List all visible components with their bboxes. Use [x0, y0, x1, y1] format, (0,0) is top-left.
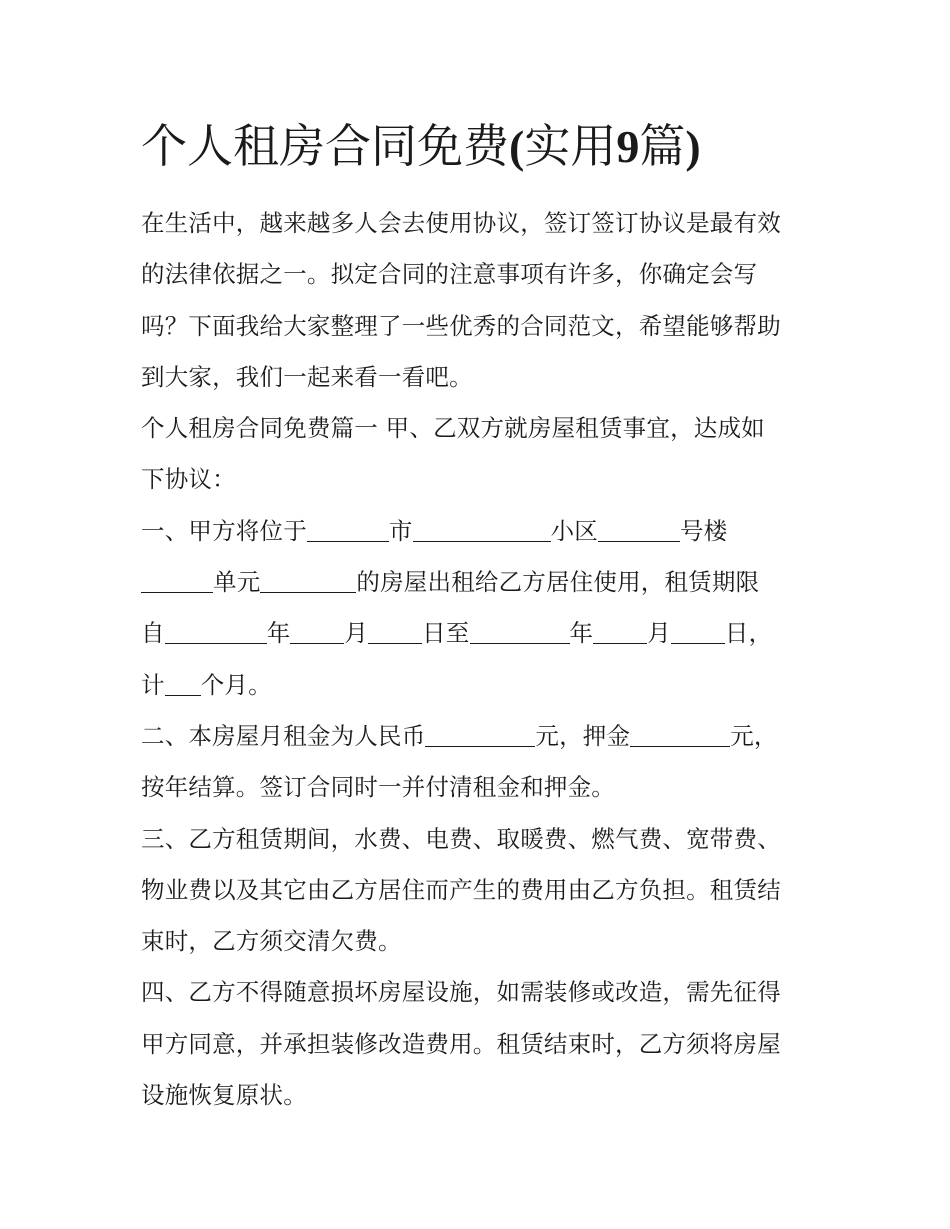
clause-2-line-1 [141, 711, 813, 762]
intro-line: 吗？下面我给大家整理了一些优秀的合同范文，希望能够帮助 [141, 311, 781, 340]
rent-amount-blank [425, 724, 535, 747]
clause-1-text: 单元 [213, 568, 261, 597]
unit-blank [141, 570, 213, 593]
title-middle: 实用 [524, 119, 617, 173]
end-month-blank [593, 621, 647, 644]
clause-4-line: 甲方同意，并承担装修改造费用。租赁结束时，乙方须将房屋 [141, 1029, 781, 1058]
clause-2-text: 元，押金 [535, 721, 631, 750]
section-one-heading-paragraph [141, 403, 813, 506]
clause-1-line-1 [141, 506, 813, 557]
document-title [141, 114, 841, 179]
document-body [141, 198, 813, 1121]
building-blank [598, 519, 680, 542]
city-blank [307, 519, 389, 542]
clause-1-text: 号楼 [680, 516, 728, 545]
title-number: 9 [616, 121, 640, 172]
months-blank [165, 673, 201, 696]
section-one-line: 个人租房合同免费篇一 甲、乙双方就房屋租赁事宜，达成如 [141, 414, 765, 443]
clause-1-text: 年 [569, 619, 594, 648]
title-close-paren: ) [685, 121, 701, 172]
clause-4-line: 设施恢复原状。 [141, 1081, 307, 1110]
title-suffix: 篇 [639, 119, 686, 173]
clause-2-line-2: 按年结算。签订合同时一并付清租金和押金。 [141, 773, 615, 802]
intro-line: 在生活中，越来越多人会去使用协议，签订签订协议是最有效 [141, 209, 781, 237]
clause-1-text: 市 [388, 516, 413, 545]
title-prefix: 个人租房合同免费 [141, 119, 509, 173]
clause-3-paragraph [141, 814, 813, 968]
clause-1-text: 个月。 [200, 670, 272, 699]
clause-1-line-2 [141, 557, 813, 608]
clause-1-text: 一、甲方将位于 [141, 516, 307, 545]
clause-1-text: 年 [266, 619, 291, 648]
clause-1-line-4 [141, 660, 813, 711]
clause-1-text: 月 [647, 619, 671, 648]
clause-1-text: 计 [141, 670, 165, 699]
clause-1-text: 的房屋出租给乙方居住使用，租赁期限 [356, 568, 760, 597]
section-one-line: 下协议： [141, 465, 236, 494]
clause-3-line: 三、乙方租赁期间，水费、电费、取暖费、燃气费、宽带费、 [141, 824, 781, 853]
clause-1-paragraph [141, 506, 813, 711]
clause-3-line: 物业费以及其它由乙方居住而产生的费用由乙方负担。租赁结 [141, 875, 781, 904]
clause-1-text: 日至 [422, 619, 470, 648]
clause-1-text: 小区 [550, 516, 599, 545]
start-year-blank [165, 621, 267, 644]
clause-2-paragraph [141, 711, 813, 814]
intro-paragraph [141, 198, 813, 403]
clause-1-text: 日， [724, 619, 773, 648]
start-month-blank [290, 621, 344, 644]
room-blank [260, 570, 356, 593]
clause-4-paragraph [141, 967, 813, 1121]
clause-4-line: 四、乙方不得随意损坏房屋设施，如需装修或改造，需先征得 [141, 978, 781, 1007]
clause-3-line: 束时，乙方须交清欠费。 [141, 927, 402, 956]
deposit-amount-blank [630, 724, 730, 747]
clause-1-text: 月 [344, 619, 369, 648]
clause-2-text: 元， [730, 721, 778, 750]
community-blank [413, 519, 551, 542]
clause-2-text: 二、本房屋月租金为人民币 [141, 721, 426, 750]
end-year-blank [470, 621, 570, 644]
end-day-blank [671, 621, 725, 644]
intro-line: 的法律依据之一。拟定合同的注意事项有许多，你确定会写 [141, 260, 758, 289]
start-day-blank [368, 621, 422, 644]
clause-1-text: 自 [141, 619, 165, 648]
title-open-paren: ( [509, 121, 525, 172]
intro-line: 到大家，我们一起来看一看吧。 [141, 362, 473, 391]
clause-1-line-3 [141, 608, 813, 659]
